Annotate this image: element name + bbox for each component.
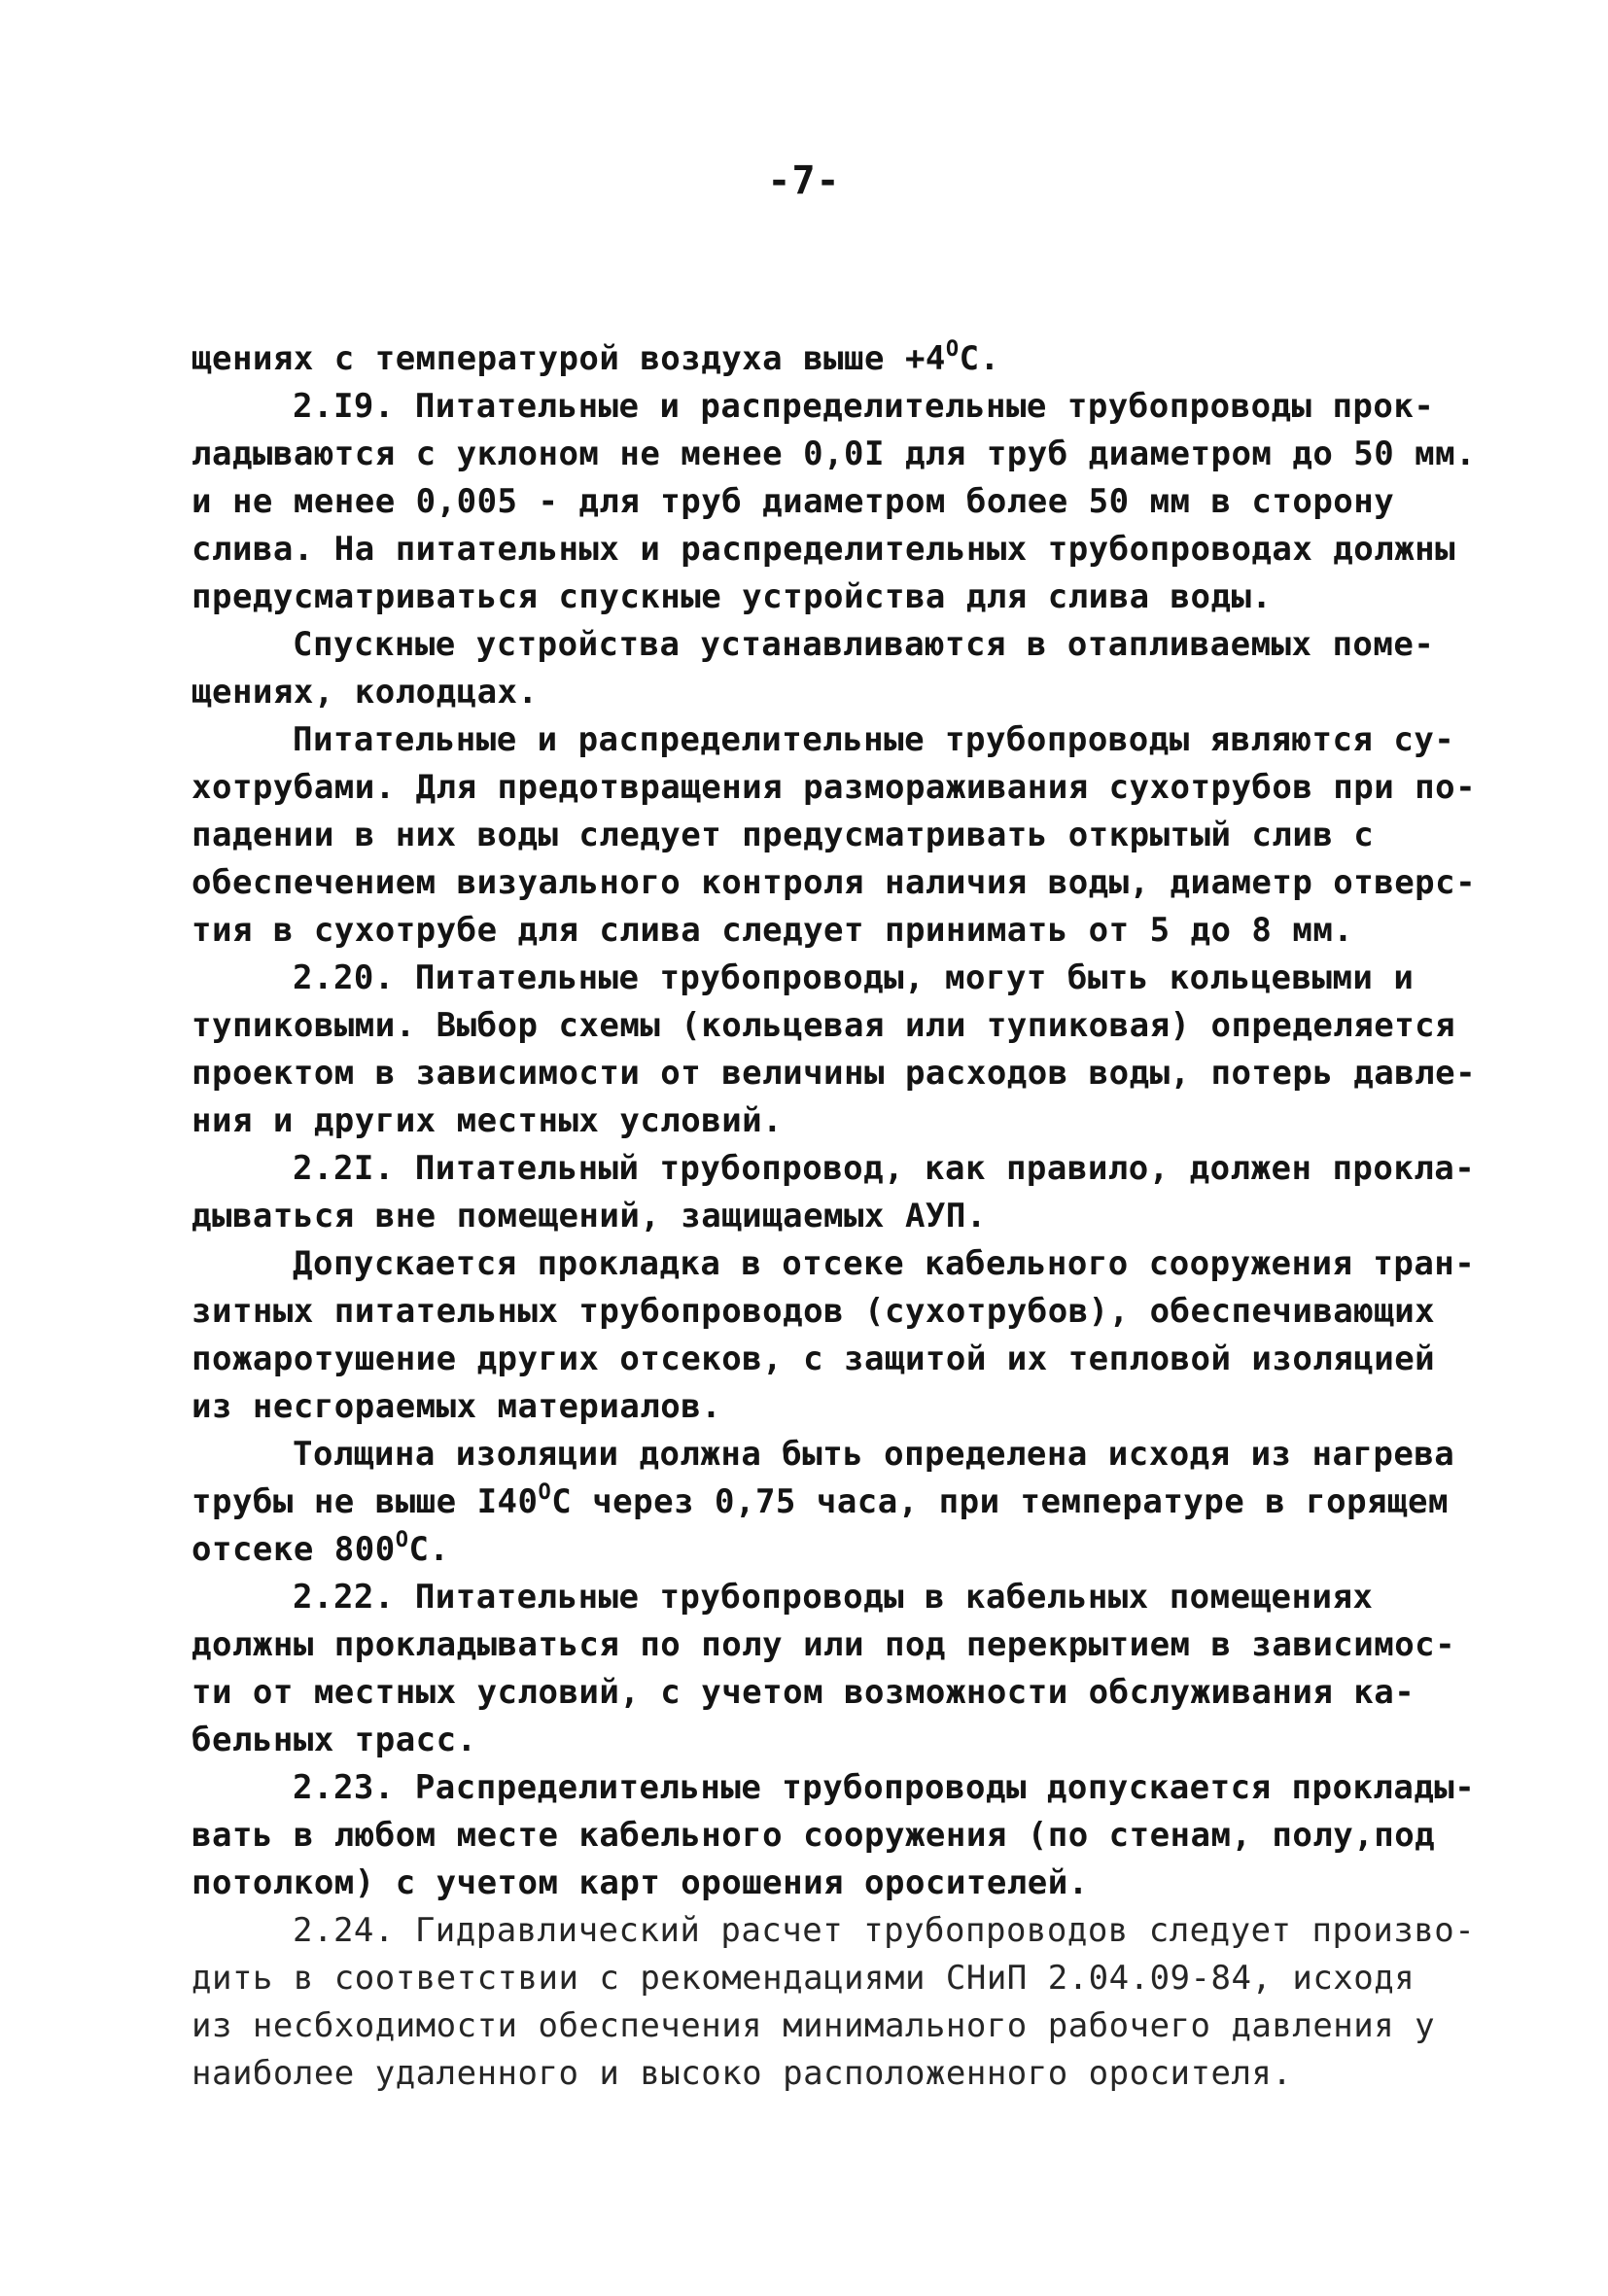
text-line-content: хотрубами. Для предотвращения размораживания сухотрубов при по- — [192, 768, 1477, 807]
text-line-content: ния и других местных условий. — [192, 1101, 784, 1140]
text-line — [192, 1431, 1455, 1478]
text-line — [192, 1002, 1455, 1050]
text-line-content: зитных питательных трубопроводов (сухотрубов), обеспечивающих — [192, 1292, 1436, 1331]
text-line — [192, 907, 1455, 955]
text-line — [192, 1764, 1476, 1812]
text-line-content: Питательные и распределительные трубопроводы являются су- — [293, 720, 1455, 759]
text-line — [192, 1240, 1476, 1288]
text-line — [192, 1193, 1455, 1240]
text-line — [192, 621, 1455, 669]
text-line-continuation: C через 0,75 часа, при температуре в горящем — [551, 1482, 1449, 1521]
text-line-content: Спускные устройства устанавливаются в отапливаемых поме- — [293, 625, 1435, 664]
text-line-content: трубы не выше I40 — [192, 1482, 539, 1521]
text-line — [192, 955, 1455, 1002]
text-line-content: отсеке 800 — [192, 1530, 396, 1569]
text-line-content: дываться вне помещений, защищаемых АУП. — [192, 1197, 987, 1235]
text-line — [192, 1812, 1455, 1860]
text-line — [192, 431, 1477, 478]
text-line — [192, 1288, 1455, 1336]
document-body — [192, 335, 1477, 2098]
text-line-content: 2.24. Гидравлический расчет трубопроводов следует произво- — [293, 1911, 1476, 1950]
text-line-content: слива. На питательных и распределительных трубопроводах должны — [192, 530, 1456, 569]
text-line-content: и не менее 0,005 - для труб диаметром более 50 мм в сторону — [192, 482, 1395, 521]
text-line — [192, 526, 1455, 574]
text-line — [192, 478, 1455, 526]
text-line-content: щениях с температурой воздуха выше +4 — [192, 339, 946, 378]
text-line-content: обеспечением визуального контроля наличия воды, диаметр отверс- — [192, 863, 1477, 902]
text-line — [192, 1860, 1455, 1907]
degree-superscript: O — [395, 1528, 409, 1552]
text-line-content: пожаротушение других отсеков, с защитой их тепловой изоляцией — [192, 1339, 1436, 1378]
text-line — [192, 1383, 1455, 1431]
text-line-content: предусматриваться спускные устройства для слива воды. — [192, 577, 1273, 616]
text-line — [192, 1145, 1476, 1193]
text-line — [192, 859, 1477, 907]
text-line — [192, 1955, 1455, 2002]
text-line — [192, 716, 1455, 764]
text-line — [192, 1907, 1476, 1955]
text-line — [192, 1574, 1455, 1621]
text-line-content: дить в соответствии с рекомендациями СНиП 2.04.09-84, исходя — [192, 1959, 1416, 1998]
text-line — [192, 764, 1477, 812]
text-line-content: тия в сухотрубе для слива следует принимать от 5 до 8 мм. — [192, 911, 1354, 950]
text-line — [192, 669, 1455, 716]
text-line — [192, 335, 1455, 383]
text-line-content: 2.22. Питательные трубопроводы в кабельных помещениях — [293, 1578, 1374, 1617]
text-line-content: вать в любом месте кабельного сооружения (по стенам, полу,под — [192, 1816, 1436, 1855]
text-line-continuation: C. — [408, 1530, 450, 1569]
text-line — [192, 1669, 1455, 1717]
text-line-content: Толщина изоляции должна быть определена исходя из нагрева — [293, 1435, 1455, 1474]
degree-superscript: O — [945, 337, 960, 362]
text-line-content: наиболее удаленного и высоко расположенного оросителя. — [192, 2054, 1293, 2093]
text-line — [192, 1621, 1455, 1669]
text-line — [192, 1336, 1455, 1383]
page-number: -7- — [767, 158, 841, 203]
text-line-content: ти от местных условий, с учетом возможности обслуживания ка- — [192, 1673, 1416, 1712]
text-line — [192, 1097, 1455, 1145]
text-line-content: из несгораемых материалов. — [192, 1387, 722, 1426]
text-line-content: из несбходимости обеспечения минимального рабочего давления у — [192, 2006, 1436, 2045]
text-line-content: 2.I9. Питательные и распределительные трубопроводы прок- — [293, 387, 1435, 426]
text-line-content: бельных трасс. — [192, 1721, 477, 1759]
text-line — [192, 1050, 1477, 1097]
text-line-content: щениях, колодцах. — [192, 673, 539, 712]
text-line — [192, 574, 1455, 621]
text-line — [192, 1526, 1455, 1574]
text-line-content: должны прокладываться по полу или под перекрытием в зависимос- — [192, 1625, 1456, 1664]
text-line-content: потолком) с учетом карт орошения оросителей. — [192, 1863, 1089, 1902]
text-line — [192, 1717, 1455, 1764]
text-line — [192, 812, 1455, 859]
text-line-content: падении в них воды следует предусматривать открытый слив с — [192, 816, 1375, 854]
text-line — [192, 383, 1455, 431]
text-line-content: 2.23. Распределительные трубопроводы допускается проклады- — [293, 1768, 1476, 1807]
text-line-content: тупиковыми. Выбор схемы (кольцевая или тупиковая) определяется — [192, 1006, 1456, 1045]
text-line-content: 2.20. Питательные трубопроводы, могут быть кольцевыми и — [293, 958, 1415, 997]
text-line-content: 2.2I. Питательный трубопровод, как правило, должен прокла- — [293, 1149, 1476, 1188]
text-line — [192, 2002, 1455, 2050]
text-line-content: проектом в зависимости от величины расходов воды, потерь давле- — [192, 1054, 1477, 1093]
text-line-content: ладываются с уклоном не менее 0,0I для труб диаметром до 50 мм. — [192, 435, 1477, 473]
degree-superscript: O — [538, 1480, 552, 1505]
text-line — [192, 1478, 1455, 1526]
text-line — [192, 2050, 1455, 2098]
text-line-content: Допускается прокладка в отсеке кабельного сооружения тран- — [293, 1244, 1476, 1283]
text-line-continuation: C. — [959, 339, 1000, 378]
